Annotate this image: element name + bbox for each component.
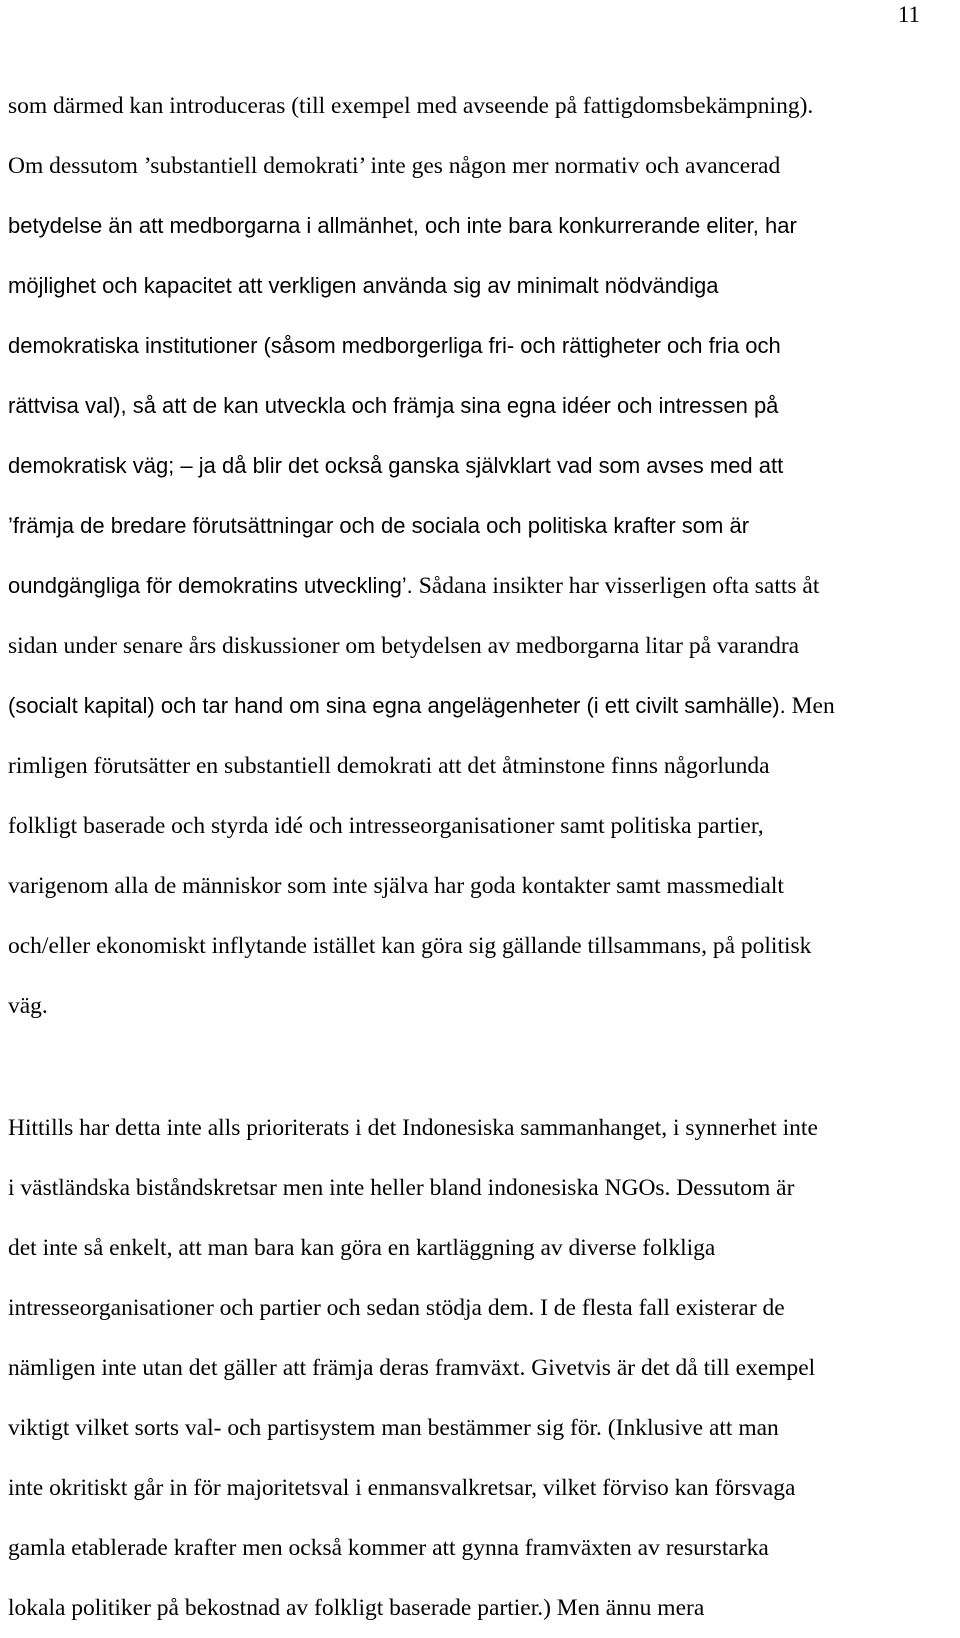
text-segment: (socialt kapital) och tar hand om sina egna angelägenheter (i ett civilt samhälle). xyxy=(8,693,786,718)
text-line xyxy=(8,976,960,1036)
text-line xyxy=(8,616,960,676)
text-line xyxy=(8,1218,960,1278)
text-segment: viktigt vilket sorts val- och partisystem man bestämmer sig för. (Inklusive att man xyxy=(8,1415,779,1441)
text-segment: Om dessutom ’substantiell demokrati’ inte ges någon mer normativ och avancerad xyxy=(8,153,781,179)
text-line xyxy=(8,436,960,496)
text-line xyxy=(8,1158,960,1218)
text-segment: gamla etablerade krafter men också kommer att gynna framväxten av resurstarka xyxy=(8,1535,769,1561)
text-segment: Hittills har detta inte alls prioriterats i det Indonesiska sammanhanget, i synnerhet inte xyxy=(8,1115,818,1141)
text-segment: folkligt baserade och styrda idé och intresseorganisationer samt politiska partier, xyxy=(8,813,764,839)
text-segment: betydelse än att medborgarna i allmänhet, och inte bara konkurrerande eliter, har xyxy=(8,213,797,238)
text-line xyxy=(8,736,960,796)
text-line xyxy=(8,1578,960,1638)
text-line xyxy=(8,916,960,976)
text-line xyxy=(8,256,960,316)
text-segment: oundgängliga för demokratins utveckling’. xyxy=(8,573,413,598)
text-line xyxy=(8,1098,960,1158)
text-segment: nämligen inte utan det gäller att främja deras framväxt. Givetvis är det då till exempel xyxy=(8,1355,816,1381)
text-segment: och/eller ekonomiskt inflytande istället kan göra sig gällande tillsammans, på politisk xyxy=(8,933,812,959)
text-segment: Men xyxy=(785,693,835,719)
body-text xyxy=(8,76,960,1638)
text-segment: Sådana insikter har visserligen ofta satts åt xyxy=(412,573,820,599)
text-line xyxy=(8,556,960,616)
text-line xyxy=(8,1278,960,1338)
text-segment: ’främja de bredare förutsättningar och de sociala och politiska krafter som är xyxy=(8,513,750,538)
text-line xyxy=(8,196,960,256)
text-line xyxy=(8,796,960,856)
text-segment: det inte så enkelt, att man bara kan göra en kartläggning av diverse folkliga xyxy=(8,1235,716,1261)
text-line xyxy=(8,856,960,916)
text-line xyxy=(8,496,960,556)
text-line xyxy=(8,136,960,196)
text-segment: intresseorganisationer och partier och sedan stödja dem. I de flesta fall existerar de xyxy=(8,1295,785,1321)
text-segment: möjlighet och kapacitet att verkligen använda sig av minimalt nödvändiga xyxy=(8,273,719,298)
text-line xyxy=(8,376,960,436)
text-line xyxy=(8,1518,960,1578)
text-segment: demokratiska institutioner (såsom medborgerliga fri- och rättigheter och fria och xyxy=(8,333,781,358)
text-line xyxy=(8,1458,960,1518)
text-segment: sidan under senare års diskussioner om betydelsen av medborgarna litar på varandra xyxy=(8,633,800,659)
text-segment: rättvisa val), så att de kan utveckla och främja sina egna idéer och intressen på xyxy=(8,393,779,418)
text-line xyxy=(8,1398,960,1458)
text-segment: som därmed kan introduceras (till exempel med avseende på fattigdomsbekämpning). xyxy=(8,93,814,119)
text-line xyxy=(8,76,960,136)
text-segment: varigenom alla de människor som inte själva har goda kontakter samt massmedialt xyxy=(8,873,784,899)
paragraph-gap xyxy=(8,1036,960,1098)
text-line xyxy=(8,316,960,376)
text-line xyxy=(8,676,960,736)
text-segment: väg. xyxy=(8,993,48,1019)
text-segment: lokala politiker på bekostnad av folkligt baserade partier.) Men ännu mera xyxy=(8,1595,705,1621)
text-line xyxy=(8,1338,960,1398)
text-segment: rimligen förutsätter en substantiell demokrati att det åtminstone finns någorlunda xyxy=(8,753,770,779)
text-segment: inte okritiskt går in för majoritetsval i enmansvalkretsar, vilket förviso kan försvaga xyxy=(8,1475,796,1501)
text-segment: i västländska biståndskretsar men inte heller bland indonesiska NGOs. Dessutom är xyxy=(8,1175,795,1201)
text-segment: demokratisk väg; – ja då blir det också ganska självklart vad som avses med att xyxy=(8,453,784,478)
page-number: 11 xyxy=(897,2,920,27)
